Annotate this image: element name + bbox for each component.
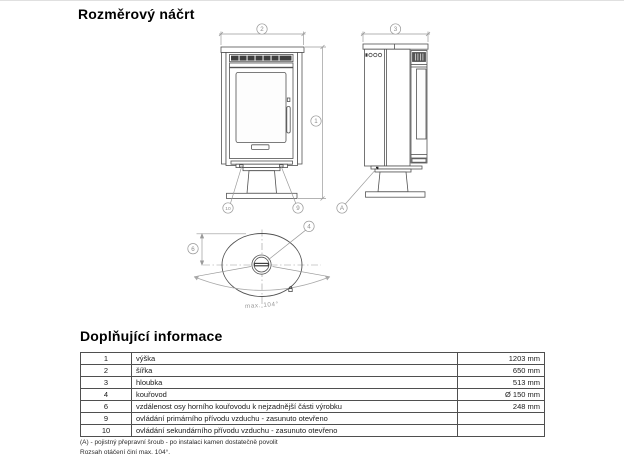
svg-text:10: 10 [225,206,231,212]
svg-text:3: 3 [393,26,398,34]
row-value [458,425,545,437]
balloon-depth [390,24,400,34]
air-slider-right [280,165,284,167]
row-number: 2 [81,365,132,377]
table-row [81,365,545,377]
row-value: 513 mm [458,377,545,389]
row-number: 9 [81,413,132,425]
balloon-flue [304,221,314,231]
rotation-range-label: max. 104° [244,300,280,311]
side-view [363,44,428,197]
svg-text:6: 6 [191,245,195,253]
footnote [80,438,278,458]
balloon-height [311,116,321,126]
svg-text:4: 4 [307,223,311,231]
row-value: 248 mm [458,401,545,413]
front-view [221,47,304,199]
balloon-width [257,24,267,34]
table-row [81,353,545,365]
row-number: 10 [81,425,132,437]
svg-text:2: 2 [260,26,264,34]
door-handle [287,107,290,134]
row-description: ovládání sekundárního přívodu vzduchu - zasunuto otevřeno [132,425,458,437]
row-description: hloubka [132,377,458,389]
row-description: vzdálenost osy horního kouřovodu k nejzadnější části výrobku [132,401,458,413]
balloon-flue-offset [188,244,198,254]
footnote-line-b: Rozsah otáčení činí max. 104°. [80,449,171,456]
row-value: 1203 mm [458,353,545,365]
svg-text:9: 9 [296,205,300,213]
table-row [81,413,545,425]
table-row [81,425,545,437]
page-title: Rozměrový náčrt [78,6,195,22]
row-value: Ø 150 mm [458,389,545,401]
door-latch [287,98,290,102]
info-table [80,352,545,437]
section-title: Doplňující informace [80,328,223,344]
row-value [458,413,545,425]
nameplate [252,145,270,150]
table-row [81,377,545,389]
row-description: kouřovod [132,389,458,401]
row-number: 1 [81,353,132,365]
dimensional-drawing [0,1,624,331]
flue-outlet [252,255,271,274]
balloon-secondary-air [223,203,233,213]
balloon-safety-screw [337,203,347,213]
row-number: 3 [81,377,132,389]
row-description: šířka [132,365,458,377]
row-description: výška [132,353,458,365]
row-number: 6 [81,401,132,413]
row-number: 4 [81,389,132,401]
air-slider-left [240,165,244,167]
svg-text:1: 1 [314,118,318,126]
row-description: ovládání primárního přívodu vzduchu - zasunuto otevřeno [132,413,458,425]
table-row [81,389,545,401]
footnote-line-a: (A) - pojistný přepravní šroub - po instalaci kamen dostatečně povolit [80,439,278,446]
svg-text:A: A [339,205,345,213]
top-view [194,230,330,311]
row-value: 650 mm [458,365,545,377]
balloon-primary-air [293,203,303,213]
table-row [81,401,545,413]
